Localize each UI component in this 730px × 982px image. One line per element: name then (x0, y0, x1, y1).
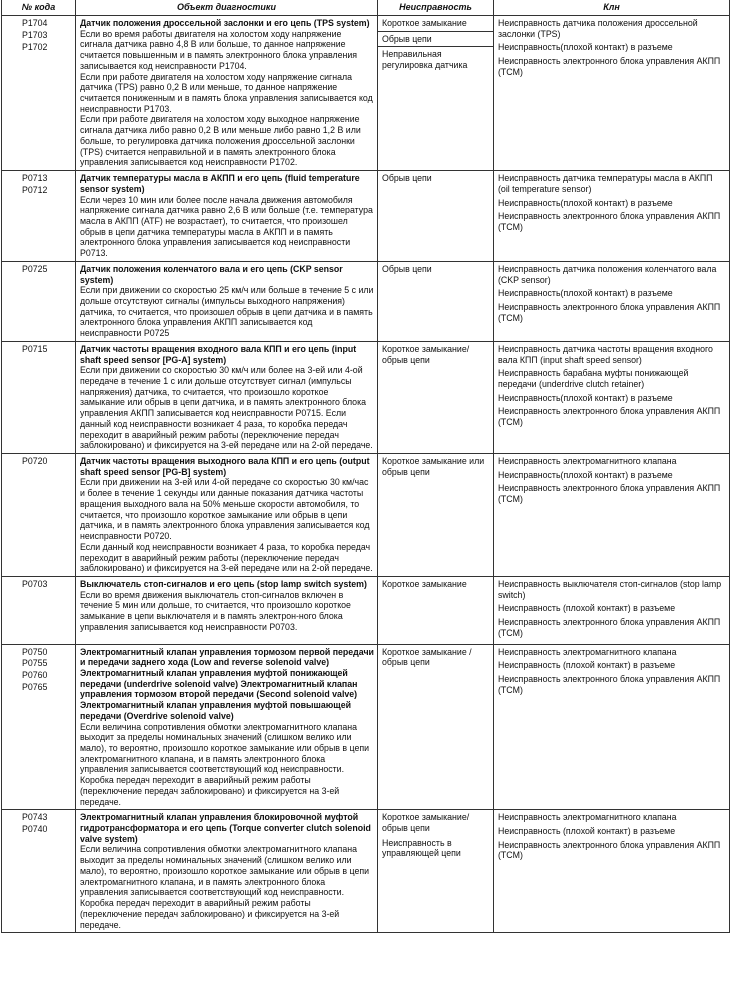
error-code: P1702 (22, 41, 48, 52)
cause-item: Неисправность(плохой контакт) в разъеме (498, 288, 673, 299)
cause-item: Неисправность датчика положения коленчатого вала (CKP sensor) (498, 263, 717, 285)
fault-item: Неправильная регулировка датчика (382, 49, 468, 71)
fault-cell (378, 261, 494, 341)
cause-item: Неисправность электронного блока управления АКПП (TCM) (498, 301, 721, 323)
fault-cell (378, 341, 494, 453)
cause-item: Неисправность барабана муфты понижающей передачи (underdrive clutch retainer) (498, 368, 689, 389)
header-object: Объект диагностики (76, 0, 378, 16)
fault-item: Обрыв цепи (382, 263, 432, 274)
cause-cell (494, 810, 730, 933)
code-cell (2, 454, 76, 577)
error-code: P0713 (22, 173, 48, 184)
table-row (2, 644, 730, 810)
diagnostic-codes-table (1, 0, 730, 933)
object-title: Датчик частоты вращения входного вала КПП и его цепь (input shaft speed sensor [PG-A] system) (80, 343, 357, 365)
table-row (2, 454, 730, 577)
fault-item: Обрыв цепи (378, 32, 493, 48)
object-title: Датчик положения дроссельной заслонки и его цепь (TPS system) (80, 18, 370, 28)
fault-item: Короткое замыкание (378, 16, 493, 32)
cause-cell (494, 576, 730, 644)
fault-item: Обрыв цепи (382, 173, 432, 184)
cause-cell (494, 261, 730, 341)
object-description: Если во время работы двигателя на холостом ходу напряжение сигнала датчика равно 4,8 В или больше, то данное напряжение считается повышенным и в память электронного блока управления записывается код неисправности P1704. (80, 28, 358, 71)
error-code: P1703 (22, 29, 48, 40)
error-code: P0743 (22, 812, 48, 823)
object-cell (76, 261, 378, 341)
cause-item: Неисправность(плохой контакт) в разъеме (498, 392, 673, 403)
cause-cell (494, 341, 730, 453)
object-description: Если величина сопротивления обмотки электромагнитного клапана выходит за пределы номинальных значений (слишком велико или мало), то вероятно, произошло короткое замыкание или обрыв в цепи электромагнитного клапана, и в память электронного блока управления записывается соответствующий код неисправности. Коробка передач переходит в аварийный режим работы (переключение передач заблокировано) и фиксируется на 3-ей передаче. (80, 721, 370, 807)
error-code: P0715 (22, 343, 48, 354)
error-code: P0765 (22, 682, 48, 693)
cause-item: Неисправность электронного блока управления АКПП (TCM) (498, 617, 721, 638)
object-title: Датчик частоты вращения выходного вала КПП и его цепь (output shaft speed sensor [PG-B] system) (80, 456, 370, 477)
object-description: Коробка передач переходит в аварийный режим работы (переключение передач заблокировано) и фиксируется на 3-ей передаче. (80, 898, 340, 930)
cause-item: Неисправность(плохой контакт) в разъеме (498, 42, 673, 53)
cause-item: Неисправность датчика положения дроссельной заслонки (TPS) (498, 18, 698, 39)
object-title: Электромагнитный клапан управления тормозом первой передачи и передачи заднего хода (Low and reverse solenoid valve) Электромагнитный клапан управления муфтой понижающей передачи (underdrive solenoid valve) Электромагнитный клапан управления тормозом второй передачи (Second solenoid valve) Электромагнитный клапан управления муфтой повышающей передачи (Overdrive solenoid valve) (80, 646, 374, 721)
code-cell (2, 644, 76, 810)
table-row (2, 261, 730, 341)
fault-cell (378, 16, 494, 171)
error-code: P0750 (22, 646, 48, 657)
header-fault: Неисправность (378, 0, 494, 16)
object-title: Датчик температуры масла в АКПП и его цепь (fluid temperature sensor system) (80, 173, 360, 194)
object-description: Если величина сопротивления обмотки электромагнитного клапана выходит за пределы номинальных значений (слишком велико или мало), то вероятно, произошло короткое замыкание или обрыв в цепи электромагнитного клапана, и в память электронного блока управления записывается соответствующий код неисправности. (80, 844, 370, 898)
object-cell (76, 454, 378, 577)
cause-item: Неисправность электронного блока управления АКПП (TCM) (498, 406, 721, 428)
code-cell (2, 261, 76, 341)
fault-item: Короткое замыкание или обрыв цепи (382, 456, 485, 477)
header-cause: Клн (494, 0, 730, 16)
cause-item: Неисправность электронного блока управления АКПП (TCM) (498, 673, 721, 695)
table-row (2, 16, 730, 171)
error-code: P1704 (22, 18, 48, 28)
cause-cell (494, 171, 730, 262)
error-code: P0760 (22, 670, 48, 681)
table-header-row (2, 0, 730, 16)
error-code: P0703 (22, 578, 48, 589)
fault-item: Короткое замыкание /обрыв цепи (382, 646, 472, 668)
fault-cell (378, 171, 494, 262)
object-cell (76, 810, 378, 933)
object-title: Электромагнитный клапан управления блокировочной муфтой гидротрансформатора и его цепь (Torque converter clutch solenoid valve system) (80, 812, 371, 844)
object-description: Если при движении со скоростью 25 км/ч или больше в течение 5 с или дольше отсутствуют сигналы (импульсы выходного напряжения) датчика, то считается, что произошел обрыв в цепи датчика и в память электронного блока управления АКПП записывается код неисправности P0725 (80, 285, 374, 339)
object-cell (76, 171, 378, 262)
code-cell (2, 576, 76, 644)
error-code: P0720 (22, 456, 48, 467)
cause-item: Неисправность (плохой контакт) в разъеме (498, 660, 676, 671)
cause-item: Неисправность электромагнитного клапана (498, 646, 677, 657)
cause-item: Неисправность (плохой контакт) в разъеме (498, 826, 676, 837)
cause-item: Неисправность электронного блока управления АКПП (TCM) (498, 56, 721, 77)
cause-item: Неисправность электромагнитного клапана (498, 456, 677, 467)
fault-cell (378, 576, 494, 644)
fault-item: Короткое замыкание/ обрыв цепи (382, 812, 470, 834)
object-description: Если при работе двигателя на холостом ходу напряжение сигнала датчика (TPS) равно 0,2 В или меньше, то данное напряжение считается пониженным и в память блока управления записывается код неисправности P1703. (80, 71, 373, 114)
code-cell (2, 810, 76, 933)
object-description: Если при движении на 3-ей или 4-ой передаче со скоростью 30 км/час и более в течение 1 секунды или данные показания датчика частоты вращения выходного вала на 50% меньше скорости автомобиля, то считается, что произошло короткое замыкание или обрыв в цепи датчика, и в память электронного блока управления записывается код неисправности P0720. (80, 477, 370, 542)
cause-item: Неисправность(плохой контакт) в разъеме (498, 197, 673, 208)
cause-item: Неисправность (плохой контакт) в разъеме (498, 603, 676, 614)
cause-cell (494, 16, 730, 171)
cause-item: Неисправность датчика температуры масла в АКПП (oil temperature sensor) (498, 173, 713, 194)
object-cell (76, 341, 378, 453)
code-cell (2, 171, 76, 262)
table-body (2, 16, 730, 933)
error-code: P0740 (22, 824, 48, 835)
object-cell (76, 576, 378, 644)
table-row (2, 576, 730, 644)
cause-item: Неисправность выключателя стоп-сигналов (stop lamp switch) (498, 578, 722, 600)
object-description: Если при движении со скоростью 30 км/ч или более на 3-ей или 4-ой передаче в течение 1 с или дольше отсутствует сигнал (импульсы напряжения) датчика, то считается, что произошло короткое замыкание или обрыв в цепи датчика, и в память электронного блока управления АКПП записывается код неисправности P0715. Если данный код неисправности возникает 4 раза, то коробка передач переходит в аварийный режим работы (переключение передач заблокировано) и фиксируется на 3-ей передаче или на 2-ой передаче. (80, 365, 373, 451)
code-cell (2, 341, 76, 453)
code-cell (2, 16, 76, 171)
cause-item: Неисправность электронного блока управления АКПП (TCM) (498, 839, 721, 861)
cause-cell (494, 644, 730, 810)
object-description: Если через 10 мин или более после начала движения автомобиля напряжение сигнала датчика равно 2,6 В или больше (т.е. температура масла в АКПП (ATF) не возрастает), то считается, что произошел обрыв в цепи датчика температуры масла в АКПП и в память электронного блока управления записывается код неисправности P0713. (80, 194, 373, 259)
cause-item: Неисправность датчика частоты вращения входного вала КПП (input shaft speed sensor) (498, 343, 713, 365)
cause-item: Неисправность электронного блока управления АКПП (TCM) (498, 211, 721, 232)
fault-item: Неисправность в управляющей цепи (382, 837, 461, 859)
object-title: Выключатель стоп-сигналов и его цепь (stop lamp switch system) (80, 578, 367, 589)
error-code: P0712 (22, 184, 48, 195)
object-cell (76, 644, 378, 810)
fault-cell (378, 810, 494, 933)
object-description: Если во время движения выключатель стоп-сигналов включен в течение 5 мин или дольше, то считается, что произошло короткое замыкание в цепи выключателя и в память электрон-ного блока управления записывается код неисправности P0703. (80, 589, 351, 632)
object-description: Если при работе двигателя на холостом ходу выходное напряжение сигнала датчика либо равно 0,2 В или меньше либо равно 1,2 В или больше, то регулировка датчика положения дроссельной заслонки (TPS) считается неправильной и в память электронного блока управления записывается код неисправности P1702. (80, 114, 361, 168)
cause-item: Неисправность электромагнитного клапана (498, 812, 677, 823)
cause-cell (494, 454, 730, 577)
fault-cell (378, 454, 494, 577)
error-code: P0725 (22, 263, 48, 274)
object-description: Если данный код неисправности возникает 4 раза, то коробка передач переходит в аварийный режим работы (переключение передач заблокировано) и фиксируется на 3-ей передаче или на 2-ой передаче. (80, 541, 373, 574)
cause-item: Неисправность электронного блока управления АКПП (TCM) (498, 483, 721, 505)
object-title: Датчик положения коленчатого вала и его цепь (CKP sensor system) (80, 263, 343, 285)
fault-item: Короткое замыкание/ обрыв цепи (382, 343, 470, 365)
cause-item: Неисправность(плохой контакт) в разъеме (498, 469, 673, 480)
object-cell (76, 16, 378, 171)
fault-cell (378, 644, 494, 810)
error-code: P0755 (22, 658, 48, 669)
table-row (2, 341, 730, 453)
header-code: № кода (2, 0, 76, 16)
table-row (2, 810, 730, 933)
fault-item: Короткое замыкание (382, 578, 467, 589)
table-row (2, 171, 730, 262)
